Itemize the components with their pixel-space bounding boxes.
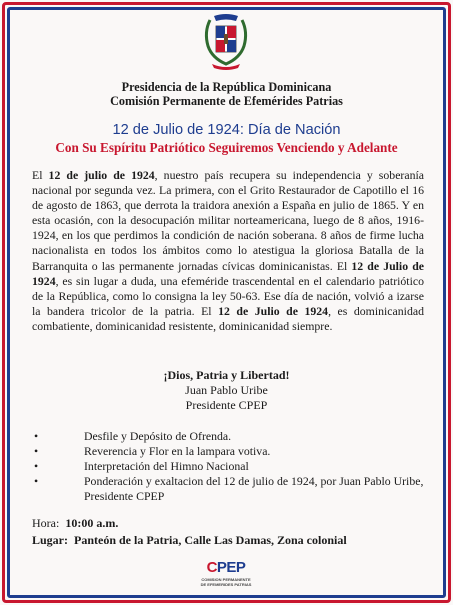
time-label: Hora: — [32, 516, 60, 530]
body-text-2: , nuestro país recupera su independencia y soberanía nacional por segunda vez. La primera, con el Grito Restaurador de Capotillo el 16 de agosto de 1863, que derrota la traidora anexión a España en julio de 1865. Y en esta ocasión, con la desocupación militar norteamericana, luego de 8 años, 1916-1924, en los que perdimos la condición de nación soberana. 8 años de firme lucha nacionalista en todos los ámbitos como lo atestigua la gloriosa Batalla de la Barranquita o las permanente jornadas cívicas dominicanistas. El — [32, 168, 425, 273]
body-date-3: 12 de Julio de 1924 — [218, 303, 329, 318]
bullet-icon: • — [34, 429, 39, 443]
event-text: Interpretación del Himno Nacional — [84, 459, 249, 473]
page-subtitle: Con Su Espíritu Patriótico Seguiremos Venciendo y Adelante — [55, 140, 398, 155]
body-text-4: , es dominicanidad combatiente, dominicanidad resistente, dominicanidad siempre. — [32, 303, 424, 333]
bullet-icon: • — [34, 474, 39, 488]
body-date-2: 12 de Julio de 1924 — [32, 258, 424, 288]
body-date-1: 12 de julio de 1924 — [48, 168, 155, 182]
list-item — [32, 444, 432, 459]
signer-name: Juan Pablo Uribe — [185, 383, 268, 397]
cpep-logo — [196, 559, 256, 595]
logo-wordmark — [196, 559, 256, 576]
body-text-3: , es sin lugar a duda, una efeméride trascendental en el calendario patriótico de la República, como lo consigna la ley 50-63. Ese día de nación, volvió a izarse la bandera tricolor de la patria. El — [32, 273, 424, 318]
event-text: Ponderación y exaltacion del 12 de julio de 1924, por Juan Pablo Uribe, Presidente CPEP — [84, 474, 424, 503]
place-value: Panteón de la Patria, Calle Las Damas, Zona colonial — [74, 533, 347, 547]
body-paragraph — [32, 168, 424, 334]
event-text: Reverencia y Flor en la lampara votiva. — [84, 444, 271, 458]
coat-of-arms-icon — [202, 12, 250, 72]
header-line-1: Presidencia de la República Dominicana — [121, 80, 332, 94]
logo-c: C — [206, 559, 217, 576]
events-list — [32, 429, 432, 504]
header-line-2: Comisión Permanente de Efemérides Patrias — [110, 94, 343, 108]
logo-caption-1: COMISION PERMANENTE — [201, 577, 251, 582]
list-item — [32, 459, 432, 474]
place-info — [32, 533, 347, 548]
time-info — [32, 516, 118, 531]
signer-role: Presidente CPEP — [185, 398, 268, 412]
motto: ¡Dios, Patria y Libertad! — [163, 368, 290, 382]
bullet-icon: • — [34, 459, 39, 473]
logo-caption-2: DE EFEMERIDES PATRIAS — [200, 582, 252, 587]
page-title: 12 de Julio de 1924: Día de Nación — [112, 122, 341, 138]
place-label: Lugar: — [32, 533, 68, 547]
logo-rest: PEP — [216, 559, 246, 576]
time-value: 10:00 a.m. — [65, 516, 119, 530]
list-item — [32, 429, 432, 444]
event-text: Desfile y Depósito de Ofrenda. — [84, 429, 232, 443]
body-text-1: El — [32, 168, 49, 182]
bullet-icon: • — [34, 444, 39, 458]
list-item — [32, 474, 432, 504]
